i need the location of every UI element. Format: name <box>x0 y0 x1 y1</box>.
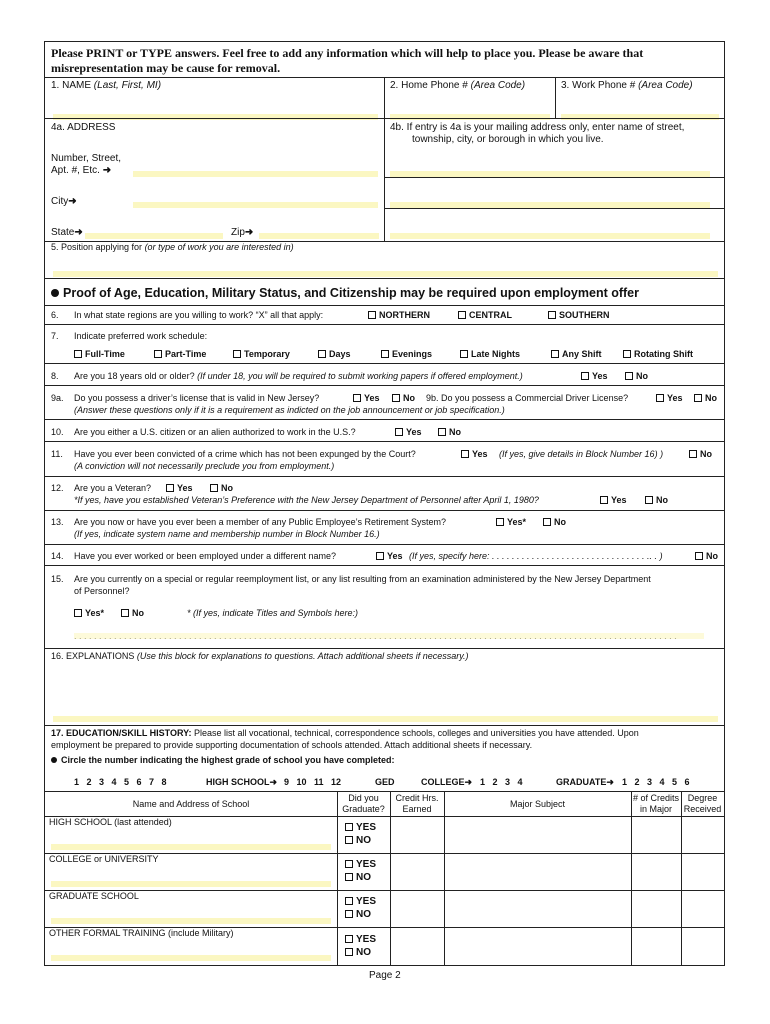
checkbox-late-nights[interactable]: Late Nights <box>460 349 520 359</box>
checkbox-icon <box>496 518 504 526</box>
checkbox-rotating-shift[interactable]: Rotating Shift <box>623 349 693 359</box>
checkbox-icon <box>689 450 697 458</box>
checkbox-icon <box>438 428 446 436</box>
arrow-right-icon: ➜ <box>244 227 254 238</box>
table-row-label: HIGH SCHOOL (last attended) <box>49 817 172 827</box>
position-field[interactable] <box>53 271 718 277</box>
divider <box>45 305 724 306</box>
checkbox-college-no[interactable]: NO <box>345 871 371 884</box>
position-label: 5. Position applying for (or type of work you are interested in) <box>51 242 294 252</box>
divider <box>631 791 632 966</box>
divider <box>45 565 724 566</box>
table-row-label: GRADUATE SCHOOL <box>49 891 139 901</box>
checkbox-q11-yes[interactable]: Yes <box>461 449 488 459</box>
q9-number: 9a. <box>51 393 64 403</box>
arrow-right-icon: ➜ <box>606 777 614 787</box>
q6-number: 6. <box>51 310 59 320</box>
checkbox-icon <box>210 484 218 492</box>
checkbox-icon <box>345 910 353 918</box>
checkbox-q12-no[interactable]: No <box>210 483 233 493</box>
checkbox-southern[interactable]: SOUTHERN <box>548 310 610 320</box>
q15-hint: * (If yes, indicate Titles and Symbols here:) <box>187 608 358 618</box>
header-credits-major-1: # of Credits <box>632 793 680 803</box>
checkbox-icon <box>695 552 703 560</box>
checkbox-evenings[interactable]: Evenings <box>381 349 432 359</box>
city-field[interactable] <box>133 202 378 208</box>
q7-number: 7. <box>51 331 59 341</box>
q12-text: Are you a Veteran? <box>74 483 152 493</box>
street-label-2: Apt. #, Etc. ➜ <box>51 165 112 176</box>
checkbox-icon <box>625 372 633 380</box>
checkbox-icon <box>461 450 469 458</box>
q17-text-2: employment be prepared to provide supporting documentation of schools attended. Attach additional sheets if necessary. <box>51 740 533 750</box>
checkbox-part-time[interactable]: Part-Time <box>154 349 206 359</box>
divider <box>45 324 724 325</box>
checkbox-icon <box>345 823 353 831</box>
checkbox-icon <box>74 350 82 358</box>
divider <box>45 791 724 792</box>
divider <box>45 648 724 649</box>
checkbox-temporary[interactable]: Temporary <box>233 349 290 359</box>
q16-label: 16. EXPLANATIONS (Use this block for explanations to questions. Attach additional sheets if necessary.) <box>51 651 469 661</box>
intro-line-2: misrepresentation may be cause for removal. <box>51 61 281 75</box>
checkbox-q15-yes[interactable]: Yes* <box>74 608 104 618</box>
q12-hint: *If yes, have you established Veteran’s Preference with the New Jersey Department of Personnel after April 1, 1980? <box>74 495 539 505</box>
header-credits-major-2: in Major <box>639 804 672 814</box>
checkbox-icon <box>121 609 129 617</box>
q14-hint: (If yes, specify here: . . . . . . . . . . . . . . . . . . . . . . . . . . . . . . . .. . ) <box>409 551 663 561</box>
header-major: Major Subject <box>509 799 566 809</box>
grades-1-8[interactable]: 1 2 3 4 5 6 7 8 <box>74 777 167 787</box>
proof-heading: Proof of Age, Education, Military Status, and Citizenship may be required upon employment offer <box>51 286 639 300</box>
header-degree-2: Received <box>683 804 722 814</box>
checkbox-q8-no[interactable]: No <box>625 371 648 381</box>
work-phone-field[interactable] <box>561 114 719 120</box>
arrow-right-icon: ➜ <box>74 227 83 238</box>
checkbox-central[interactable]: CENTRAL <box>458 310 512 320</box>
q9-text: Do you possess a driver’s license that is valid in New Jersey? <box>74 393 320 403</box>
checkbox-icon <box>656 394 664 402</box>
checkbox-hs-no[interactable]: NO <box>345 834 371 847</box>
divider <box>45 510 724 511</box>
explanations-field[interactable] <box>53 716 718 722</box>
checkbox-icon <box>623 350 631 358</box>
college-label: COLLEGE➜ <box>421 777 473 787</box>
home-phone-field[interactable] <box>390 114 550 120</box>
checkbox-q10-no[interactable]: No <box>438 427 461 437</box>
divider <box>45 544 724 545</box>
checkbox-q15-no[interactable]: No <box>121 608 144 618</box>
application-form <box>44 41 725 966</box>
checkbox-icon <box>694 394 702 402</box>
checkbox-icon <box>318 350 326 358</box>
q7-text: Indicate preferred work schedule: <box>74 331 208 341</box>
checkbox-icon <box>166 484 174 492</box>
divider <box>45 725 724 726</box>
zip-label: Zip➜ <box>231 227 254 238</box>
graduate-label: GRADUATE➜ <box>556 777 614 787</box>
q14-text: Have you ever worked or been employed under a different name? <box>74 551 336 561</box>
divider <box>390 791 391 966</box>
work-phone-label: 3. Work Phone # (Area Code) <box>561 80 693 91</box>
checkbox-graduate-no[interactable]: NO <box>345 908 371 921</box>
state-label: State➜ <box>51 227 83 238</box>
q6-text: In what state regions are you willing to work? “X” all that apply: <box>74 310 324 320</box>
ged-option[interactable]: GED <box>375 777 395 787</box>
q8-number: 8. <box>51 371 59 381</box>
home-phone-label: 2. Home Phone # (Area Code) <box>390 80 526 91</box>
checkbox-days[interactable]: Days <box>318 349 351 359</box>
divider <box>384 177 724 178</box>
checkbox-q11-no[interactable]: No <box>689 449 712 459</box>
name-field[interactable] <box>53 114 378 120</box>
q13-text: Are you now or have you ever been a member of any Public Employee’s Retirement System? <box>74 517 447 527</box>
street-label: Number, Street, <box>51 153 122 164</box>
checkbox-icon <box>600 496 608 504</box>
q14-number: 14. <box>51 551 64 561</box>
q11-hint-2: (A conviction will not necessarily preclude you from employment.) <box>74 461 335 471</box>
checkbox-q8-yes[interactable]: Yes <box>581 371 608 381</box>
q11-number: 11. <box>51 449 63 459</box>
checkbox-icon <box>376 552 384 560</box>
arrow-right-icon: ➜ <box>269 777 278 787</box>
checkbox-q9a-no[interactable]: No <box>392 393 415 403</box>
q15-text: Are you currently on a special or regular reemployment list, or any list resulting from an examination administered by the New Jersey Department <box>74 574 651 584</box>
divider <box>45 441 724 442</box>
checkbox-northern[interactable]: NORTHERN <box>368 310 430 320</box>
hs-name-field[interactable] <box>51 844 331 850</box>
checkbox-icon <box>353 394 361 402</box>
checkbox-icon <box>345 897 353 905</box>
q15-text-2: of Personnel? <box>74 586 130 596</box>
header-credit-1: Credit Hrs. <box>395 793 439 803</box>
divider <box>45 890 724 891</box>
checkbox-q12b-no[interactable]: No <box>645 495 668 505</box>
checkbox-college-yes[interactable]: YES <box>345 858 376 871</box>
q11-hint: (If yes, give details in Block Number 16) ) <box>499 449 664 459</box>
divider <box>337 791 338 966</box>
divider <box>444 791 445 966</box>
zip-field[interactable] <box>259 233 379 239</box>
table-row-label: OTHER FORMAL TRAINING (include Military) <box>49 928 234 938</box>
q10-text: Are you either a U.S. citizen or an alien authorized to work in the U.S.? <box>74 427 356 437</box>
state-field[interactable] <box>85 233 223 239</box>
q17-circle-instructions: Circle the number indicating the highest grade of school you have completed: <box>51 755 395 765</box>
mailing-field-1[interactable] <box>390 171 710 177</box>
arrow-right-icon: ➜ <box>102 165 112 176</box>
intro-line-1: Please PRINT or TYPE answers. Feel free to add any information which will help to place you. Please be aware that <box>51 46 644 60</box>
divider <box>384 77 385 118</box>
checkbox-icon <box>74 609 82 617</box>
q10-number: 10. <box>51 427 64 437</box>
checkbox-icon <box>392 394 400 402</box>
checkbox-q14-yes[interactable]: Yes <box>376 551 403 561</box>
divider <box>45 363 724 364</box>
checkbox-icon <box>551 350 559 358</box>
bullet-icon <box>51 757 57 763</box>
q17-text: 17. EDUCATION/SKILL HISTORY: Please list all vocational, technical, correspondence schools, colleges and universities you have attended. Upon <box>51 728 639 738</box>
divider <box>681 791 682 966</box>
mailing-label: 4b. If entry is 4a is your mailing address only, enter name of street, <box>390 122 685 133</box>
divider <box>45 385 724 386</box>
checkbox-icon <box>154 350 162 358</box>
checkbox-q9b-yes[interactable]: Yes <box>656 393 683 403</box>
arrow-right-icon: ➜ <box>464 777 473 787</box>
q15-field[interactable] <box>74 633 704 639</box>
city-label: City➜ <box>51 196 77 207</box>
q11-text: Have you ever been convicted of a crime which has not been expunged by the Court? <box>74 449 416 459</box>
divider <box>45 476 724 477</box>
checkbox-icon <box>543 518 551 526</box>
header-degree-1: Degree <box>687 793 718 803</box>
street-field[interactable] <box>133 171 378 177</box>
divider <box>384 208 724 209</box>
grades-college[interactable]: 1 2 3 4 <box>480 777 523 787</box>
checkbox-q13-yes[interactable]: Yes* <box>496 517 526 527</box>
checkbox-q12b-yes[interactable]: Yes <box>600 495 627 505</box>
header-graduate-1: Did you <box>348 793 379 803</box>
checkbox-other-no[interactable]: NO <box>345 946 371 959</box>
q15-number: 15. <box>51 574 64 584</box>
q8-text: Are you 18 years old or older? (If under 18, you will be required to submit working papers if offered employment.) <box>74 371 523 381</box>
header-school-name: Name and Address of School <box>132 799 250 809</box>
q13-number: 13. <box>51 517 64 527</box>
checkbox-full-time[interactable]: Full-Time <box>74 349 125 359</box>
divider <box>384 118 385 241</box>
table-row-label: COLLEGE or UNIVERSITY <box>49 854 159 864</box>
checkbox-graduate-yes[interactable]: YES <box>345 895 376 908</box>
checkbox-icon <box>368 311 376 319</box>
checkbox-icon <box>345 948 353 956</box>
checkbox-icon <box>458 311 466 319</box>
checkbox-other-yes[interactable]: YES <box>345 933 376 946</box>
checkbox-q10-yes[interactable]: Yes <box>395 427 422 437</box>
checkbox-any-shift[interactable]: Any Shift <box>551 349 602 359</box>
checkbox-q13-no[interactable]: No <box>543 517 566 527</box>
mailing-field-3[interactable] <box>390 233 710 239</box>
college-name-field[interactable] <box>51 881 331 887</box>
checkbox-icon <box>381 350 389 358</box>
q12-number: 12. <box>51 483 64 493</box>
arrow-right-icon: ➜ <box>68 196 77 207</box>
checkbox-icon <box>548 311 556 319</box>
checkbox-icon <box>460 350 468 358</box>
address-label: 4a. ADDRESS <box>51 122 116 133</box>
checkbox-icon <box>581 372 589 380</box>
header-graduate-2: Graduate? <box>342 804 385 814</box>
other-training-field[interactable] <box>51 955 331 961</box>
grades-graduate[interactable]: 1 2 3 4 5 6 <box>622 777 690 787</box>
name-label: 1. NAME (Last, First, MI) <box>51 80 162 91</box>
checkbox-q12-yes[interactable]: Yes <box>166 483 193 493</box>
divider <box>555 77 556 118</box>
graduate-name-field[interactable] <box>51 918 331 924</box>
checkbox-icon <box>395 428 403 436</box>
checkbox-icon <box>345 935 353 943</box>
high-school-label: HIGH SCHOOL➜ <box>206 777 278 787</box>
page-number: Page 2 <box>369 970 401 981</box>
checkbox-hs-yes[interactable]: YES <box>345 821 376 834</box>
checkbox-icon <box>345 860 353 868</box>
q9-hint: (Answer these questions only if it is a requirement as indicted on the job announcement or job specification.) <box>74 405 505 415</box>
checkbox-q9a-yes[interactable]: Yes <box>353 393 380 403</box>
divider <box>45 419 724 420</box>
mailing-label-2: township, city, or borough in which you live. <box>412 134 604 145</box>
checkbox-q14-no[interactable]: No <box>695 551 718 561</box>
checkbox-icon <box>345 836 353 844</box>
grades-high-school[interactable]: 9 10 11 12 <box>284 777 342 787</box>
checkbox-q9b-no[interactable]: No <box>694 393 717 403</box>
checkbox-icon <box>645 496 653 504</box>
header-credit-2: Earned <box>402 804 432 814</box>
checkbox-icon <box>233 350 241 358</box>
divider <box>45 278 724 279</box>
q13-hint: (If yes, indicate system name and membership number in Block Number 16.) <box>74 529 380 539</box>
bullet-icon <box>51 289 59 297</box>
q9b-text: 9b. Do you possess a Commercial Driver License? <box>426 393 629 403</box>
checkbox-icon <box>345 873 353 881</box>
